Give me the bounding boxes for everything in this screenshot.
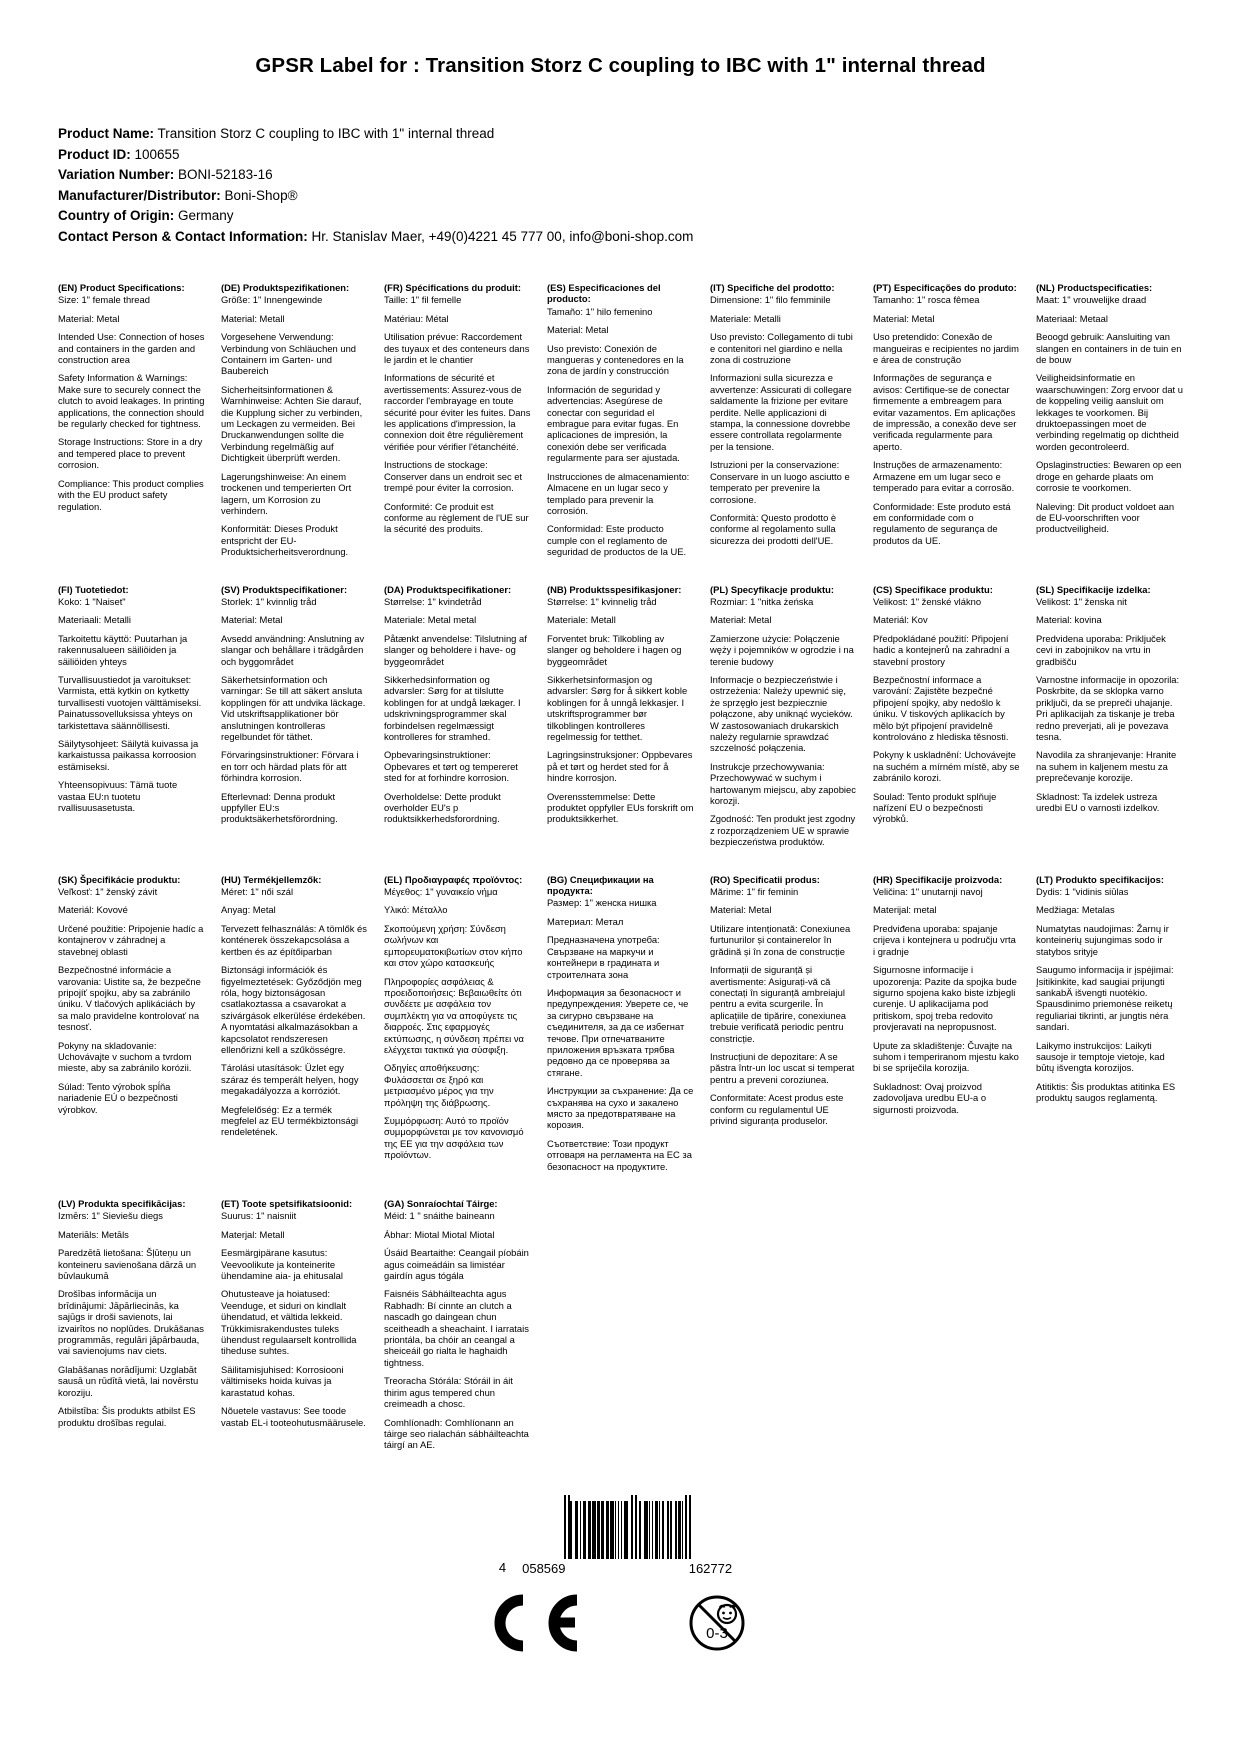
spec-cell bbox=[384, 584, 531, 874]
spec-cell bbox=[710, 874, 857, 1198]
spec-paragraph: Zgodność: Ten produkt jest zgodny z rozporządzeniem UE w sprawie bezpieczeństwa produktów. bbox=[710, 813, 856, 848]
spec-paragraph: Размер: 1" женска нишка bbox=[547, 897, 657, 909]
spec-paragraph: Forventet bruk: Tilkobling av slanger og beholdere i hagen og byggeområdet bbox=[547, 632, 682, 667]
spec-paragraph: Faisnéis Sábháilteachta agus Rabhadh: Bí cinnte an clutch a nascadh go daingean chun sceitheadh a sheachaint. I iarratais priontála, ba chóir an ceangal a sheiceáil go rialta le haghaidh tightness. bbox=[384, 1288, 529, 1368]
spec-paragraph: Upute za skladištenje: Čuvajte na suhom i temperiranom mjestu kako bi se spriječila korozija. bbox=[873, 1039, 1019, 1074]
meta-label: Country of Origin: bbox=[58, 208, 175, 223]
spec-paragraph: Conformidad: Este producto cumple con el reglamento de seguridad de productos de la UE. bbox=[547, 523, 687, 558]
spec-paragraph: Säilytysohjeet: Säilytä kuivassa ja karkaistussa paikassa korroosion estämiseksi. bbox=[58, 738, 199, 772]
spec-paragraph: Treoracha Stórála: Stóráil in áit thirim agus tempered chun creimeadh a chosc. bbox=[384, 1375, 513, 1410]
spec-paragraph: Atbilstība: Šis produkts atbilst ES produktu drošības regulai. bbox=[58, 1405, 196, 1428]
barcode-numbers bbox=[512, 1561, 742, 1576]
spec-paragraph: Veličina: 1" unutarnji navoj bbox=[873, 886, 983, 898]
spec-heading: (PT) Especificações do produto: bbox=[873, 282, 1017, 293]
spec-heading: (RO) Specificatii produs: bbox=[710, 873, 820, 885]
spec-cell bbox=[1036, 874, 1183, 1198]
spec-heading: (IT) Specifiche del prodotto: bbox=[710, 282, 835, 293]
spec-paragraph: Uso pretendido: Conexão de mangueiras e recipientes no jardim e área de construção bbox=[873, 331, 1019, 366]
label-footer bbox=[58, 1501, 1183, 1657]
spec-paragraph: Predvidena uporaba: Priključek cevi in zabojnikov na vrtu in gradbišču bbox=[1036, 632, 1166, 667]
spec-heading: (HU) Termékjellemzők: bbox=[221, 873, 322, 885]
spec-paragraph: Instrucțiuni de depozitare: A se păstra într-un loc uscat si temperat pentru a preveni coroziunea. bbox=[710, 1050, 855, 1085]
spec-paragraph: Úsáid Beartaithe: Ceangail píobáin agus coimeádáin sa limistéar gairdín agus tógála bbox=[384, 1247, 529, 1282]
spec-heading: (SL) Specifikacije izdelka: bbox=[1036, 583, 1151, 595]
spec-paragraph: Naleving: Dit product voldoet aan de EU-voorschriften voor productveiligheid. bbox=[1036, 500, 1175, 535]
spec-paragraph: Zamierzone użycie: Połączenie węży i pojemników w ogrodzie i na terenie budowy bbox=[710, 632, 854, 667]
spec-paragraph: Säilitamisjuhised: Korrosiooni vältimiseks hoida kuivas ja karastatud kohas. bbox=[221, 1363, 344, 1398]
spec-paragraph: Sigurnosne informacije i upozorenja: Pazite da spojka bude sigurno spojena kako biste izbjegli curenje. U aplikacijama pod pritiskom, spoj treba redovito provjeravati na nepropusnost. bbox=[873, 964, 1017, 1033]
meta-value: Transition Storz C coupling to IBC with 1" internal thread bbox=[157, 126, 495, 141]
spec-paragraph: Materiale: Metal metal bbox=[384, 614, 477, 626]
spec-cell bbox=[58, 1198, 205, 1477]
spec-paragraph: Laikymo instrukcijos: Laikyti sausoje ir temptoje vietoje, kad būtų išvengta korozijos. bbox=[1036, 1039, 1165, 1074]
meta-label: Product ID: bbox=[58, 146, 131, 162]
svg-text:0-3: 0-3 bbox=[705, 1624, 728, 1642]
ce-marking-icon bbox=[485, 1594, 581, 1657]
spec-paragraph: Материал: Метал bbox=[547, 915, 624, 927]
spec-paragraph: Sikkerhetsinformasjon og advarsler: Sørg for å sikkert koble koblingen for å unngå lekkasjer. I utskriftsprogrammer bør tilkoblingen kontrolleres regelmessig for tetthet. bbox=[547, 673, 688, 742]
spec-paragraph: Numatytas naudojimas: Žarnų ir konteinerių sujungimas sodo ir statybos srityje bbox=[1036, 922, 1169, 957]
spec-paragraph: Safety Information & Warnings: Make sure to securely connect the clutch to avoid leakages. In printing applications, the connection should be regularly checked for tightness. bbox=[58, 372, 205, 430]
spec-cell bbox=[58, 282, 205, 584]
spec-paragraph: Σκοπούμενη χρήση: Σύνδεση σωλήνων και εμπορευματοκιβωτίων στον κήπο και στον χώρο κατασκευής bbox=[384, 922, 523, 969]
spec-paragraph: Atitiktis: Šis produktas atitinka ES produktų saugos reglamentą. bbox=[1036, 1080, 1176, 1104]
spec-paragraph: Предназначена употреба: Свързване на маркучи и контейнери в градината и строителната зона bbox=[547, 934, 660, 980]
meta-row-product-name bbox=[58, 124, 1183, 144]
spec-cell bbox=[873, 584, 1020, 874]
spec-paragraph: Méret: 1" női szál bbox=[221, 886, 294, 898]
meta-label: Product Name: bbox=[58, 126, 155, 141]
spec-paragraph: Conformité: Ce produit est conforme au règlement de l'UE sur la sécurité des produits. bbox=[384, 500, 529, 535]
meta-row-product-id bbox=[58, 145, 1183, 165]
spec-cell bbox=[710, 584, 857, 874]
spec-paragraph: Veľkosť: 1" ženský závit bbox=[58, 886, 158, 898]
spec-heading: (GA) Sonraíochtaí Táirge: bbox=[384, 1198, 498, 1209]
spec-paragraph: Koko: 1 "Naiset" bbox=[58, 595, 126, 607]
spec-paragraph: Tarkoitettu käyttö: Puutarhan ja rakennusalueen säiliöiden ja säiliöiden yhteys bbox=[58, 632, 188, 667]
spec-paragraph: Instructions de stockage: Conserver dans un endroit sec et trempé pour éviter la corrosion. bbox=[384, 459, 523, 494]
spec-cell bbox=[873, 874, 1020, 1198]
spec-paragraph: Overensstemmelse: Dette produktet oppfyller EUs forskrift om produktsikkerhet. bbox=[547, 790, 694, 825]
spec-paragraph: Utilisation prévue: Raccordement des tuyaux et des conteneurs dans le jardin et le chantier bbox=[384, 331, 530, 366]
spec-paragraph: Μέγεθος: 1" γυναικείο νήμα bbox=[384, 886, 498, 898]
spec-cell bbox=[58, 584, 205, 874]
spec-paragraph: Istruzioni per la conservazione: Conservare in un luogo asciutto e temperato per prevenire la corrosione. bbox=[710, 459, 850, 505]
spec-paragraph: Overholdelse: Dette produkt overholder EU's p roduktsikkerhedsforordning. bbox=[384, 790, 501, 825]
spec-paragraph: Predviđena uporaba: spajanje crijeva i kontejnera u području vrta i gradnje bbox=[873, 922, 1016, 957]
spec-paragraph: Material: Metal bbox=[58, 312, 120, 324]
spec-paragraph: Förvaringsinstruktioner: Förvara i en torr och härdad plats för att förhindra korrosion. bbox=[221, 749, 359, 784]
spec-paragraph: Rozmiar: 1 "nitka żeńska bbox=[710, 595, 814, 607]
page-title: GPSR Label for : Transition Storz C coupling to IBC with 1" internal thread bbox=[255, 54, 986, 77]
spec-paragraph: Información de seguridad y advertencias: Asegúrese de conectar con seguridad el embrague para evitar fugas. En aplicaciones de impresión, la conexión debe ser verificada regularmente para ser ajustada. bbox=[547, 383, 680, 464]
spec-paragraph: Συμμόρφωση: Αυτό το προϊόν συμμορφώνεται με τον κανονισμό της ΕΕ για την ασφάλεια των προϊόντων. bbox=[384, 1114, 524, 1161]
spec-paragraph: Tervezett felhasználás: A tömlők és konténerek összekapcsolása a kertben és az építőiparban bbox=[221, 922, 367, 957]
spec-paragraph: Yhteensopivuus: Tämä tuote vastaa EU:n tuotetu rvallisuusasetusta. bbox=[58, 779, 178, 814]
barcode bbox=[499, 1501, 742, 1576]
spec-paragraph: Megfelelőség: Ez a termék megfelel az EU termékbiztonsági rendeletének. bbox=[221, 1103, 359, 1138]
spec-heading: (EN) Product Specifications: bbox=[58, 282, 185, 293]
meta-value: Hr. Stanislav Maer, +49(0)4221 45 777 00, info@boni-shop.com bbox=[311, 228, 694, 244]
spec-paragraph: Pokyny k uskladnění: Uchovávejte na suchém a mírném místě, aby se zabránilo korozi. bbox=[873, 749, 1020, 784]
spec-paragraph: Bezpečnostní informace a varování: Zajistěte bezpečné připojení spojky, aby nedošlo k úniku. V tiskových aplikacích by mělo být připojení pravidelně kontrolováno z hlediska těsnosti. bbox=[873, 673, 1009, 742]
spec-paragraph: Méid: 1 " snáithe baineann bbox=[384, 1210, 495, 1222]
spec-heading: (DA) Produktspecifikationer: bbox=[384, 583, 512, 595]
spec-paragraph: Size: 1" female thread bbox=[58, 294, 150, 306]
spec-paragraph: Υλικό: Μέταλλο bbox=[384, 904, 448, 916]
spec-paragraph: Informații de siguranță și avertismente: Asigurați-vă că conectați în siguranță ambreiajul pentru a evita scurgerile. În aplicațiile de tipărire, conexiunea trebuie verificată periodic pentru constricție. bbox=[710, 964, 847, 1044]
spec-paragraph: Efterlevnad: Denna produkt uppfyller EU:s produktsäkerhetsförordning. bbox=[221, 790, 338, 825]
spec-paragraph: Informations de sécurité et avertissements: Assurez-vous de raccorder l'embrayage en toute sécurité pour éviter les fuites. Dans les applications d'impression, la connexion doit être régulièrement vérifiée pour vérifier l'étanchéité. bbox=[384, 372, 531, 452]
specifications-grid bbox=[58, 282, 1183, 1477]
spec-heading: (SK) Špecifikácie produktu: bbox=[58, 873, 181, 885]
spec-cell bbox=[221, 874, 368, 1198]
barcode-bars bbox=[564, 1501, 691, 1559]
age-warning-0-3-icon bbox=[677, 1594, 757, 1657]
spec-heading: (SV) Produktspecifikationer: bbox=[221, 583, 348, 595]
spec-heading: (BG) Спецификации на продукта: bbox=[547, 873, 654, 897]
spec-paragraph: Material: Metal bbox=[547, 324, 609, 336]
spec-paragraph: Bezpečnostné informácie a varovania: Uistite sa, že bezpečne pripojíť spojku, aby sa zabránilo úniku. V tlačových aplikáciách by sa malo pravidelne kontrolovať na tesnosť. bbox=[58, 964, 201, 1033]
spec-paragraph: Dydis: 1 "vidinis siūlas bbox=[1036, 886, 1129, 898]
spec-paragraph: Turvallisuustiedot ja varoitukset: Varmista, että kytkin on kytketty turvallisesti vuotojen välttämiseksi. Painatussovelluksissa yhteys on tarkistettava säännöllisesti. bbox=[58, 673, 202, 731]
spec-heading: (PL) Specyfikacje produktu: bbox=[710, 583, 834, 595]
spec-paragraph: Materiaali: Metalli bbox=[58, 614, 131, 626]
spec-paragraph: Avsedd användning: Anslutning av slangar och behållare i trädgården och byggområdet bbox=[221, 632, 365, 667]
spec-cell bbox=[1036, 282, 1183, 584]
spec-paragraph: Varnostne informacije in opozorila: Poskrbite, da se sklopka varno priključi, da se prepreči uhajanje. Pri aplikacijah za tiskanje je treba redno preverjati, ali je povezava tesna. bbox=[1036, 673, 1180, 742]
spec-cell bbox=[221, 1198, 368, 1477]
spec-paragraph: Opslaginstructies: Bewaren op een droge en geharde plaats om corrosie te voorkomen. bbox=[1036, 459, 1182, 494]
spec-paragraph: Velikost: 1" ženska nit bbox=[1036, 595, 1127, 607]
spec-paragraph: Οδηγίες αποθήκευσης: Φυλάσσεται σε ξηρό και μετριασμένο μέρος για την πρόληψη της διάβρωσης. bbox=[384, 1062, 494, 1108]
spec-paragraph: Materiał: Metal bbox=[710, 614, 772, 626]
spec-cell bbox=[58, 874, 205, 1198]
spec-heading: (LV) Produkta specifikācijas: bbox=[58, 1198, 186, 1209]
meta-value: Germany bbox=[178, 208, 234, 223]
spec-paragraph: Konformität: Dieses Produkt entspricht der EU-Produktsicherheitsverordnung. bbox=[221, 523, 349, 558]
spec-paragraph: Informacje o bezpieczeństwie i ostrzeżenia: Należy upewnić się, że sprzęgło jest bezpiecznie połączone, aby uniknąć wycieków. W zastosowaniach drukarskich należy regularnie sprawdzać szczelność połączenia. bbox=[710, 673, 853, 754]
spec-paragraph: Opbevaringsinstruktioner: Opbevares et tørt og tempereret sted for at forhindre korrosion. bbox=[384, 749, 518, 784]
spec-heading: (FI) Tuotetiedot: bbox=[58, 583, 129, 595]
spec-paragraph: Pokyny na skladovanie: Uchovávajte v suchom a tvrdom mieste, aby sa zabránilo korózii. bbox=[58, 1039, 192, 1074]
spec-paragraph: Tamanho: 1" rosca fêmea bbox=[873, 294, 980, 306]
spec-cell bbox=[384, 874, 531, 1198]
spec-paragraph: Säkerhetsinformation och varningar: Se till att säkert ansluta kopplingen för att undvika läckage. Vid utskriftsapplikationer bör anslutningen kontrolleras regelbundet för täthet. bbox=[221, 673, 366, 742]
spec-heading: (ET) Toote spetsifikatsioonid: bbox=[221, 1198, 353, 1209]
spec-paragraph: Информация за безопасност и предупреждения: Уверете се, че за сигурно свързване на съединителя, за да се избегнат течове. При отпечатваните приложения връзката трябва редовно да се проверява за стягане. bbox=[547, 986, 689, 1078]
spec-paragraph: Storlek: 1" kvinnlig tråd bbox=[221, 595, 317, 607]
spec-heading: (LT) Produkto specifikacijos: bbox=[1036, 873, 1164, 885]
spec-cell bbox=[873, 282, 1020, 584]
spec-paragraph: Съответствие: Този продукт отговаря на регламента на ЕС за безопасност на продуктите. bbox=[547, 1137, 692, 1172]
spec-paragraph: Påtænkt anvendelse: Tilslutning af slanger og beholdere i have- og byggeområdet bbox=[384, 632, 527, 667]
barcode-right-group: 162772 bbox=[688, 1560, 733, 1576]
spec-heading: (HR) Specifikacije proizvoda: bbox=[873, 873, 1003, 885]
spec-paragraph: Utilizare intenționată: Conexiunea furtunurilor și containerelor în grădină și în zona de construcție bbox=[710, 922, 851, 957]
product-meta bbox=[58, 124, 1183, 246]
spec-paragraph: Material: Metal bbox=[873, 312, 935, 324]
spec-paragraph: Paredzētā lietošana: Šļūteņu un konteineru savienošana dārzā un būvlaukumā bbox=[58, 1247, 197, 1282]
spec-paragraph: Sicherheitsinformationen & Warnhinweise: Achten Sie darauf, die Kupplung sicher zu verbinden, um Leckagen zu vermeiden. Bei Druckanwendungen sollte die Verbindung regelmäßig auf Dichtigkeit überprüft werden. bbox=[221, 383, 363, 464]
spec-paragraph: Größe: 1" Innengewinde bbox=[221, 294, 323, 306]
spec-paragraph: Størrelse: 1" kvinnelig tråd bbox=[547, 595, 657, 607]
spec-paragraph: Lagringsinstruksjoner: Oppbevares på et tørt og herdet sted for å hindre korrosjon. bbox=[547, 749, 693, 784]
spec-paragraph: Nõuetele vastavus: See toode vastab EL-i tooteohutusmäärusele. bbox=[221, 1405, 366, 1428]
spec-paragraph: Tárolási utasítások: Üzlet egy száraz és temperált helyen, hogy megakadályozza a korróziót. bbox=[221, 1062, 359, 1097]
spec-paragraph: Compliance: This product complies with the EU product safety regulation. bbox=[58, 477, 204, 512]
spec-paragraph: Conformitate: Acest produs este conform cu regulamentul UE privind siguranța produselor. bbox=[710, 1092, 844, 1126]
spec-heading: (CS) Specifikace produktu: bbox=[873, 583, 993, 595]
meta-label: Contact Person & Contact Information: bbox=[58, 228, 308, 244]
spec-paragraph: Conformità: Questo prodotto è conforme al regolamento sulla sicurezza dei prodotti dell'UE. bbox=[710, 511, 837, 546]
spec-cell bbox=[547, 584, 694, 874]
spec-paragraph: Comhlíonadh: Comhlíonann an táirge seo rialachán sábháilteachta táirgí an AE. bbox=[384, 1416, 529, 1451]
meta-label: Manufacturer/Distributor: bbox=[58, 187, 221, 203]
spec-cell bbox=[221, 584, 368, 874]
spec-paragraph: Material: Metal bbox=[710, 904, 772, 916]
spec-paragraph: Materiale: Metall bbox=[547, 614, 616, 626]
spec-paragraph: Sikkerhedsinformation og advarsler: Sørg for at tilslutte koblingen for at undgå lækager. I udskrivningsprogrammer skal forbindelsen regelmæssigt kontrolleres for stramhed. bbox=[384, 673, 521, 742]
spec-cell bbox=[710, 282, 857, 584]
meta-label: Variation Number: bbox=[58, 167, 175, 182]
spec-paragraph: Material: kovina bbox=[1036, 614, 1102, 626]
spec-paragraph: Materiale: Metalli bbox=[710, 312, 781, 324]
spec-heading: (FR) Spécifications du produit: bbox=[384, 282, 521, 293]
spec-paragraph: Ohutusteave ja hoiatused: Veenduge, et siduri on kindlalt ühendatud, et vältida lekkeid. Trükkimisrakendustes tuleks ühendust regulaarselt kontrollida tiheduse suhtes. bbox=[221, 1288, 357, 1357]
spec-paragraph: Material: Metall bbox=[221, 312, 285, 324]
spec-paragraph: Biztonsági információk és figyelmeztetések: Győződjön meg róla, hogy biztonságosan csatlakoztassa a csavarokat a szivárgások elkerülése érdekében. A nyomtatási alkalmazásokban a kapcsolatot rendszeresen ellenőrizni kell a szűkösségre. bbox=[221, 964, 366, 1055]
spec-paragraph: Beoogd gebruik: Aansluiting van slangen en containers in de tuin en de bouw bbox=[1036, 331, 1182, 366]
spec-heading: (NL) Productspecificaties: bbox=[1036, 282, 1153, 293]
spec-paragraph: Instrucciones de almacenamiento: Almacene en un lugar seco y templado para prevenir la corrosión. bbox=[547, 470, 690, 516]
spec-cell bbox=[384, 1198, 531, 1477]
spec-paragraph: Storage Instructions: Store in a dry and tempered place to prevent corrosion. bbox=[58, 436, 203, 471]
spec-paragraph: Taille: 1" fil femelle bbox=[384, 294, 462, 306]
meta-row-manufacturer bbox=[58, 186, 1183, 206]
meta-row-country-of-origin bbox=[58, 206, 1183, 226]
spec-paragraph: Informações de segurança e avisos: Certifique-se de conectar firmemente a embreagem para evitar vazamentos. Em aplicações de impressão, a conexão deve ser verificada regularmente para aperto. bbox=[873, 372, 1017, 452]
spec-paragraph: Glabāšanas norādījumi: Uzglabāt sausā un rūdītā vietā, lai novērstu koroziju. bbox=[58, 1363, 199, 1398]
spec-cell bbox=[384, 282, 531, 584]
spec-cell bbox=[221, 282, 368, 584]
spec-paragraph: Instrukcje przechowywania: Przechowywać w suchym i hartowanym miejscu, aby zapobiec korozji. bbox=[710, 760, 856, 807]
spec-paragraph: Materijal: metal bbox=[873, 904, 937, 916]
spec-paragraph: Materjal: Metall bbox=[221, 1228, 285, 1240]
spec-paragraph: Navodila za shranjevanje: Hranite na suhem in kaljenem mestu za preprečevanje korozije. bbox=[1036, 749, 1177, 784]
barcode-lead-digit: 4 bbox=[498, 1559, 507, 1575]
spec-heading: (EL) Προδιαγραφές προϊόντος: bbox=[384, 873, 523, 885]
spec-paragraph: Izmērs: 1" Sieviešu diegs bbox=[58, 1210, 163, 1222]
meta-value: BONI-52183-16 bbox=[178, 167, 273, 182]
spec-paragraph: Saugumo informacija ir įspėjimai: Įsitikinkite, kad saugiai prijungti sankabÄ išvengti nuotėkio. Spausdinimo priemonėse reiketų reguliariai tikrinti, ar jungtis nėra sandari. bbox=[1036, 964, 1174, 1033]
spec-paragraph: Materiāls: Metāls bbox=[58, 1228, 129, 1240]
spec-paragraph: Materiál: Kov bbox=[873, 614, 928, 626]
spec-paragraph: Předpokládané použití: Připojení hadic a kontejnerů na zahradní a stavební prostory bbox=[873, 632, 1010, 667]
compliance-marks bbox=[485, 1594, 757, 1657]
spec-paragraph: Velikost: 1" ženské vlákno bbox=[873, 595, 982, 607]
barcode-bars-area bbox=[512, 1501, 742, 1576]
spec-paragraph: Materiaal: Metaal bbox=[1036, 312, 1108, 324]
spec-cell bbox=[547, 282, 694, 584]
barcode-bar bbox=[689, 1495, 691, 1559]
spec-paragraph: Veiligheidsinformatie en waarschuwingen: Zorg ervoor dat u de koppeling veilig aansluit om lekkages te voorkomen. Bij druktoepassingen moet de verbinding regelmatig op dichtheid worden gecontroleerd. bbox=[1036, 372, 1183, 452]
spec-heading: (NB) Produktsspesifikasjoner: bbox=[547, 583, 682, 595]
spec-paragraph: Intended Use: Connection of hoses and containers in the garden and construction area bbox=[58, 331, 205, 366]
spec-paragraph: Soulad: Tento produkt splňuje nařízení EU o bezpečnosti výrobků. bbox=[873, 790, 997, 825]
spec-paragraph: Skladnost: Ta izdelek ustreza uredbi EU o varnosti izdelkov. bbox=[1036, 790, 1160, 814]
spec-paragraph: Matériau: Métal bbox=[384, 312, 449, 324]
spec-paragraph: Vorgesehene Verwendung: Verbindung von Schläuchen und Containern im Garten- und Baubereich bbox=[221, 331, 357, 377]
spec-paragraph: Drošības informācija un brīdinājumi: Jāpārliecinās, ka sajūgs ir droši savienots, lai izvairītos no noplūdes. Drukāšanas programmās, regulāri jāpārbauda, vai savienojums nav ciets. bbox=[58, 1288, 204, 1357]
spec-heading: (ES) Especificaciones del producto: bbox=[547, 282, 661, 305]
spec-paragraph: Uso previsto: Collegamento di tubi e contenitori nel giardino e nella zona di costruzione bbox=[710, 331, 853, 366]
spec-paragraph: Instruções de armazenamento: Armazene em um lugar seco e temperado para evitar a corrosão. bbox=[873, 459, 1015, 494]
spec-paragraph: Lagerungshinweise: An einem trockenen und temperierten Ort lagern, um Korrosion zu verhindern. bbox=[221, 470, 352, 516]
spec-paragraph: Anyag: Metal bbox=[221, 904, 276, 916]
spec-paragraph: Informazioni sulla sicurezza e avvertenze: Assicurati di collegare saldamente la frizione per evitare perdite. Nelle applicazioni di stampa, la connessione dovrebbe essere controllata regolarmente per la tensione. bbox=[710, 372, 852, 452]
spec-paragraph: Tamaño: 1" hilo femenino bbox=[547, 305, 653, 317]
spec-paragraph: Materiál: Kovové bbox=[58, 904, 128, 916]
meta-value: 100655 bbox=[134, 146, 180, 162]
spec-paragraph: Medžiaga: Metalas bbox=[1036, 904, 1115, 916]
spec-cell bbox=[1036, 584, 1183, 874]
spec-paragraph: Инструкции за съхранение: Да се съхранява на сухо и закалено място за предотвратяване на корозия. bbox=[547, 1085, 694, 1131]
spec-paragraph: Πληροφορίες ασφάλειας & προειδοποιήσεις: Βεβαιωθείτε ότι συνδέετε με ασφάλεια τον συμπλέκτη για να αποφύγετε τις διαρροές. Στις εφαρμογές εκτύπωσης, η σύνδεση πρέπει να ελέγχεται τακτικά για σύσφιξη. bbox=[384, 975, 524, 1055]
spec-paragraph: Mărime: 1" fir feminin bbox=[710, 886, 799, 898]
meta-value: Boni-Shop® bbox=[224, 187, 298, 203]
spec-paragraph: Ábhar: Miotal Miotal Miotal bbox=[384, 1228, 495, 1240]
spec-paragraph: Sukladnost: Ovaj proizvod zadovoljava uredbu EU-a o sigurnosti proizvoda. bbox=[873, 1080, 987, 1115]
spec-paragraph: Dimensione: 1" filo femminile bbox=[710, 294, 831, 306]
spec-paragraph: Súlad: Tento výrobok spĺňa nariadenie EÚ o bezpečnosti výrobkov. bbox=[58, 1080, 178, 1115]
spec-cell bbox=[547, 874, 694, 1198]
spec-paragraph: Suurus: 1" naisniit bbox=[221, 1210, 297, 1222]
spec-paragraph: Maat: 1" vrouwelijke draad bbox=[1036, 294, 1147, 306]
spec-paragraph: Určené použitie: Pripojenie hadíc a kontajnerov v záhradnej a stavebnej oblasti bbox=[58, 922, 204, 957]
meta-row-contact bbox=[58, 227, 1183, 247]
spec-paragraph: Conformidade: Este produto está em conformidade com o regulamento de segurança de produtos da UE. bbox=[873, 500, 1011, 546]
spec-paragraph: Eesmärgipärane kasutus: Veevoolikute ja konteinerite ühendamine aia- ja ehitusalal bbox=[221, 1247, 343, 1282]
spec-paragraph: Størrelse: 1" kvindetråd bbox=[384, 595, 482, 607]
meta-row-variation-number bbox=[58, 165, 1183, 185]
spec-paragraph: Uso previsto: Conexión de mangueras y contenedores en la zona de jardín y construcción bbox=[547, 342, 684, 377]
spec-paragraph: Material: Metal bbox=[221, 614, 283, 626]
spec-heading: (DE) Produktspezifikationen: bbox=[221, 282, 350, 293]
barcode-left-group: 058569 bbox=[522, 1560, 566, 1576]
